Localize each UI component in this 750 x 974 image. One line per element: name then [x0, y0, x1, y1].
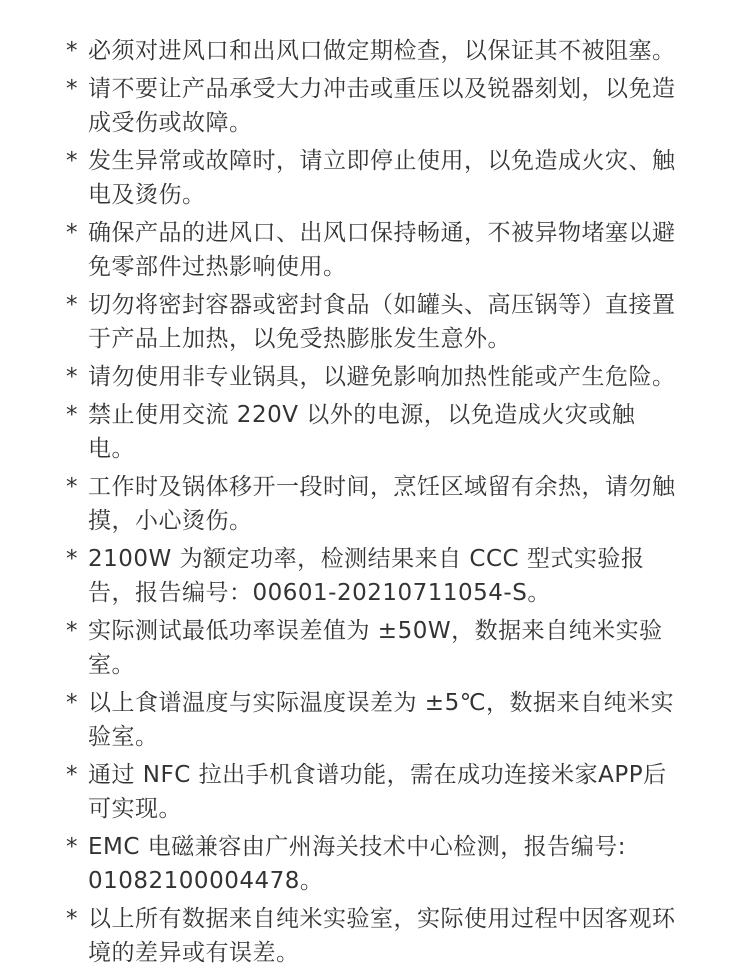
- notice-item: [66, 216, 676, 284]
- notice-text: 请不要让产品承受大力冲击或重压以及锐器刻划，以免造成受伤或故障。: [88, 76, 676, 136]
- bullet-asterisk: *: [66, 690, 78, 716]
- bullet-asterisk: *: [66, 834, 78, 860]
- bullet-asterisk: *: [66, 148, 78, 174]
- notice-text: 禁止使用交流 220V 以外的电源，以免造成火灾或触电。: [88, 402, 636, 462]
- bullet-asterisk: *: [66, 364, 78, 390]
- bullet-asterisk: *: [66, 474, 78, 500]
- notice-text: 发生异常或故障时，请立即停止使用，以免造成火灾、触电及烫伤。: [88, 148, 676, 208]
- notice-text: 2100W 为额定功率，检测结果来自 CCC 型式实验报告，报告编号：00601-20210711054-S。: [88, 546, 645, 606]
- notice-item: [66, 542, 676, 610]
- notice-text: 确保产品的进风口、出风口保持畅通，不被异物堵塞以避免零部件过热影响使用。: [88, 220, 676, 280]
- bullet-asterisk: *: [66, 76, 78, 102]
- notice-item: [66, 288, 676, 356]
- notice-item: [66, 758, 676, 826]
- notice-item: [66, 144, 676, 212]
- notice-item: [66, 398, 676, 466]
- notice-text: 必须对进风口和出风口做定期检查，以保证其不被阻塞。: [88, 38, 676, 64]
- notice-text: EMC 电磁兼容由广州海关技术中心检测，报告编号: 01082100004478。: [88, 834, 626, 894]
- bullet-asterisk: *: [66, 220, 78, 246]
- notice-item: [66, 830, 676, 898]
- bullet-asterisk: *: [66, 762, 78, 788]
- notice-item: [66, 470, 676, 538]
- bullet-asterisk: *: [66, 546, 78, 572]
- notice-text: 工作时及锅体移开一段时间，烹饪区域留有余热，请勿触摸，小心烫伤。: [88, 474, 676, 534]
- bullet-asterisk: *: [66, 292, 78, 318]
- bullet-asterisk: *: [66, 906, 78, 932]
- notice-item: [66, 614, 676, 682]
- bullet-asterisk: *: [66, 402, 78, 428]
- bullet-asterisk: *: [66, 38, 78, 64]
- notice-text: 实际测试最低功率误差值为 ±50W，数据来自纯米实验室。: [88, 618, 663, 678]
- notice-text: 通过 NFC 拉出手机食谱功能，需在成功连接米家APP后可实现。: [88, 762, 667, 822]
- safety-notice-list: [66, 34, 676, 974]
- notice-item: [66, 72, 676, 140]
- notice-item: [66, 34, 676, 68]
- notice-item: [66, 902, 676, 970]
- notice-text: 切勿将密封容器或密封食品（如罐头、高压锅等）直接置于产品上加热，以免受热膨胀发生意外。: [88, 292, 676, 352]
- notice-item: [66, 686, 676, 754]
- notice-item: [66, 360, 676, 394]
- notice-text: 以上所有数据来自纯米实验室，实际使用过程中因客观环境的差异或有误差。: [88, 906, 676, 966]
- notice-text: 请勿使用非专业锅具，以避免影响加热性能或产生危险。: [88, 364, 676, 390]
- notice-text: 以上食谱温度与实际温度误差为 ±5℃，数据来自纯米实验室。: [88, 690, 675, 750]
- bullet-asterisk: *: [66, 618, 78, 644]
